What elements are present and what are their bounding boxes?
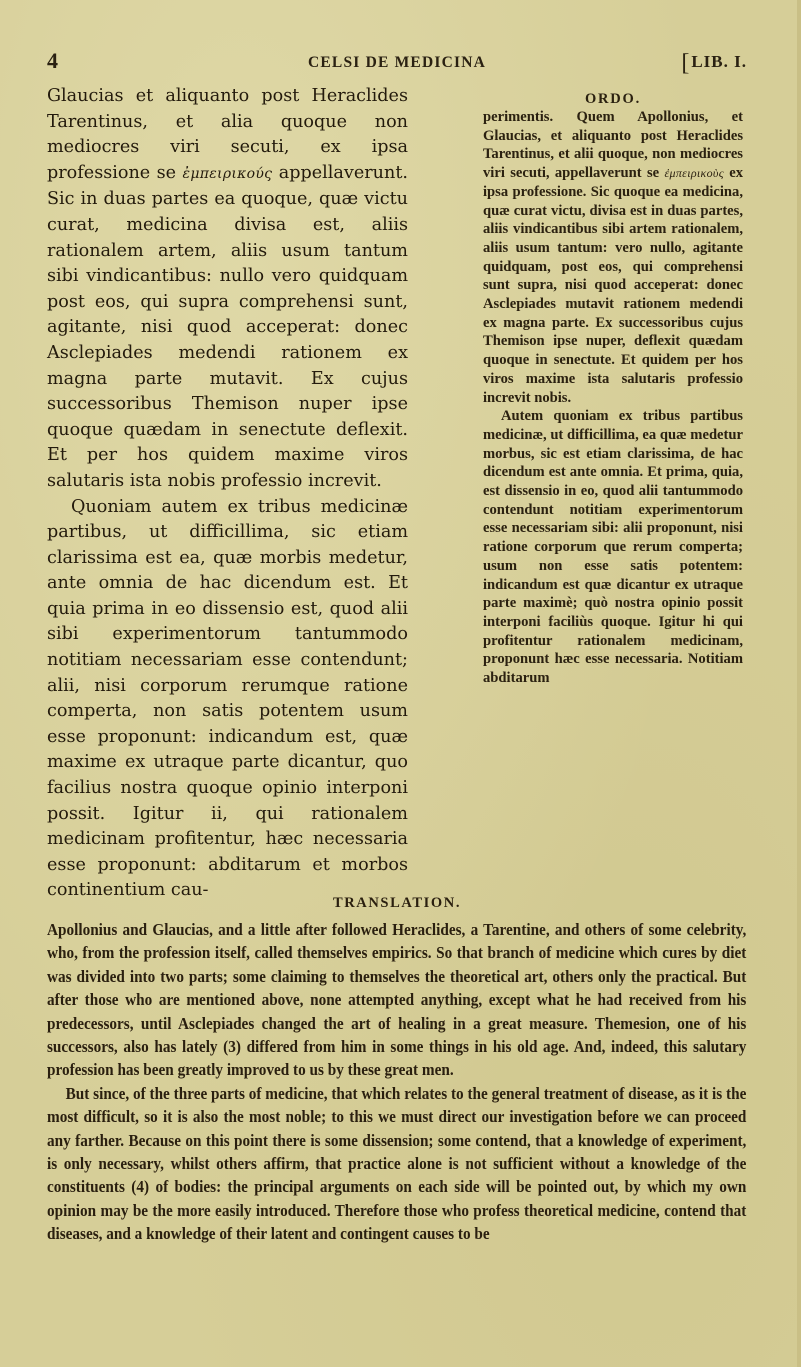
page-header <box>47 48 747 78</box>
book-reference <box>681 50 747 77</box>
page-number: 4 <box>47 48 58 73</box>
greek-word: ἐμπειρικοὺς <box>664 166 724 181</box>
ordo-paragraph-2: Autem quoniam ex tribus partibus medicinæ, ut difficillima, ea quæ medetur morbus, sic est etiam clarissima, de hac dicendum est ante omnia. Et prima, quia, est dissensio in eo, quod alii tantummodo contendunt notitiam experimentorum esse necessariam sibi: alii proponunt, nisi ratione corporum que rerum comperta; usum non esse satis potentem: indicandum est quæ dicantur ex utraque parte maximè; quò nostra opinio possit interponi faciliùs quoque. Igitur hi qui profitentur rationalem medicinam, proponunt hæc esse necessaria. Notitiam abditarum <box>483 408 743 687</box>
greek-word: ἐμπειρικούς <box>182 165 273 182</box>
translation-paragraph-2: But since, of the three parts of medicine, that which relates to the general treatment of disease, as it is the most difficult, so it is also the most noble; to this we must direct our investigation before we can proceed any farther. Because on this point there is some dissension; some contend, that a knowledge of experiment, is only necessary, whilst others affirm, that practice alone is not sufficient without a knowledge of the constituents (4) of bodies: the principal arguments on each side will be pointed out, by which my own opinion may be the more easily introduced. Therefore those who profess theoretical medicine, contend that diseases, and a knowledge of their latent and contingent causes to be <box>47 1083 747 1244</box>
latin-paragraph-1 <box>47 84 408 495</box>
bracket-glyph: [ <box>681 50 691 76</box>
page-edge <box>797 0 801 1367</box>
translation-section <box>47 893 747 1246</box>
ordo-paragraph-1 <box>483 108 743 407</box>
translation-heading: TRANSLATION. <box>332 895 462 911</box>
book-reference-label: LIB. I. <box>691 52 747 71</box>
ordo-heading: ORDO. <box>584 91 642 107</box>
ordo-column <box>483 84 743 688</box>
ordo-para1-start: perimentis. Quem Apollonius, et Glaucias, et aliquanto post Heraclides Tarentinus, et alii quoque, non mediocres viri secuti, appellaverunt se <box>483 109 743 182</box>
ordo-para1-end: ex ipsa professione. Sic quoque ea medicina, quæ curat victu, divisa est in duas partes, aliis vindicantibus sibi artem rationalem, aliis usum tantum: vero nullo, agitante quidquam, post eos, qui comprehensi sunt supra, nisi quod acceperat: donec Asclepiades mutavit rationem medendi ex magna parte. Ex successoribus cujus Themison ipse nuper, deflexit quædam quoque in senectute. Et quidem per hos viros maxime ista salutaris professio increvit nobis. <box>483 165 744 406</box>
latin-para1-end: appellaverunt. Sic in duas partes ea quoque, quæ victu curat, medicina divisa est, aliis rationalem artem, aliis usum tantum sibi vindicantibus: nullo vero quidquam post eos, qui supra comprehensi sunt, agitante, nisi quod acceperat: donec Asclepiades medendi rationem ex magna parte mutavit. Ex cujus successoribus Themison nuper ipse quoque quædam in senectute deflexit. Et per hos quidem maxime viros salutaris ista nobis professio increvit. <box>47 162 409 491</box>
latin-paragraph-2: Quoniam autem ex tribus medicinæ partibus, ut difficillima, sic etiam clarissima est ea, quæ morbis medetur, ante omnia de hac dicendum est. Et quia prima in eo dissensio est, quod alii sibi experimentorum tantummodo notitiam necessariam esse contendunt; alii, nisi corporum rerumque ratione comperta, non satis potentem usum esse proponunt: indicandum est, quæ maxime ex utraque parte dicantur, quo facilius nostra quoque opinio interponi possit. Igitur ii, qui rationalem medicinam profitentur, hæc necessaria esse proponunt: abditarum et morbos continentium cau- <box>47 496 408 901</box>
running-title: CELSI DE MEDICINA <box>307 54 486 71</box>
latin-para1-start: Glaucias et aliquanto post Heraclides Tarentinus, et alia quoque non mediocres viri secuti, ex ipsa professione se <box>47 86 408 183</box>
latin-text-column <box>47 84 408 904</box>
translation-paragraph-1: Apollonius and Glaucias, and a little after followed Heraclides, a Tarentine, and others of some celebrity, who, from the profession itself, called themselves empirics. So that branch of medicine which cures by diet was divided into two parts; some claiming to themselves the theoretical art, others only the practical. But after those who are mentioned above, none attempted anything, except what he had received from his predecessors, until Asclepiades changed the art of healing in a great measure. Themesion, one of his successors, also has lately (3) differed from him in some things in his old age. And, indeed, this salutary profession has been greatly improved to us by these great men. <box>47 920 747 1080</box>
